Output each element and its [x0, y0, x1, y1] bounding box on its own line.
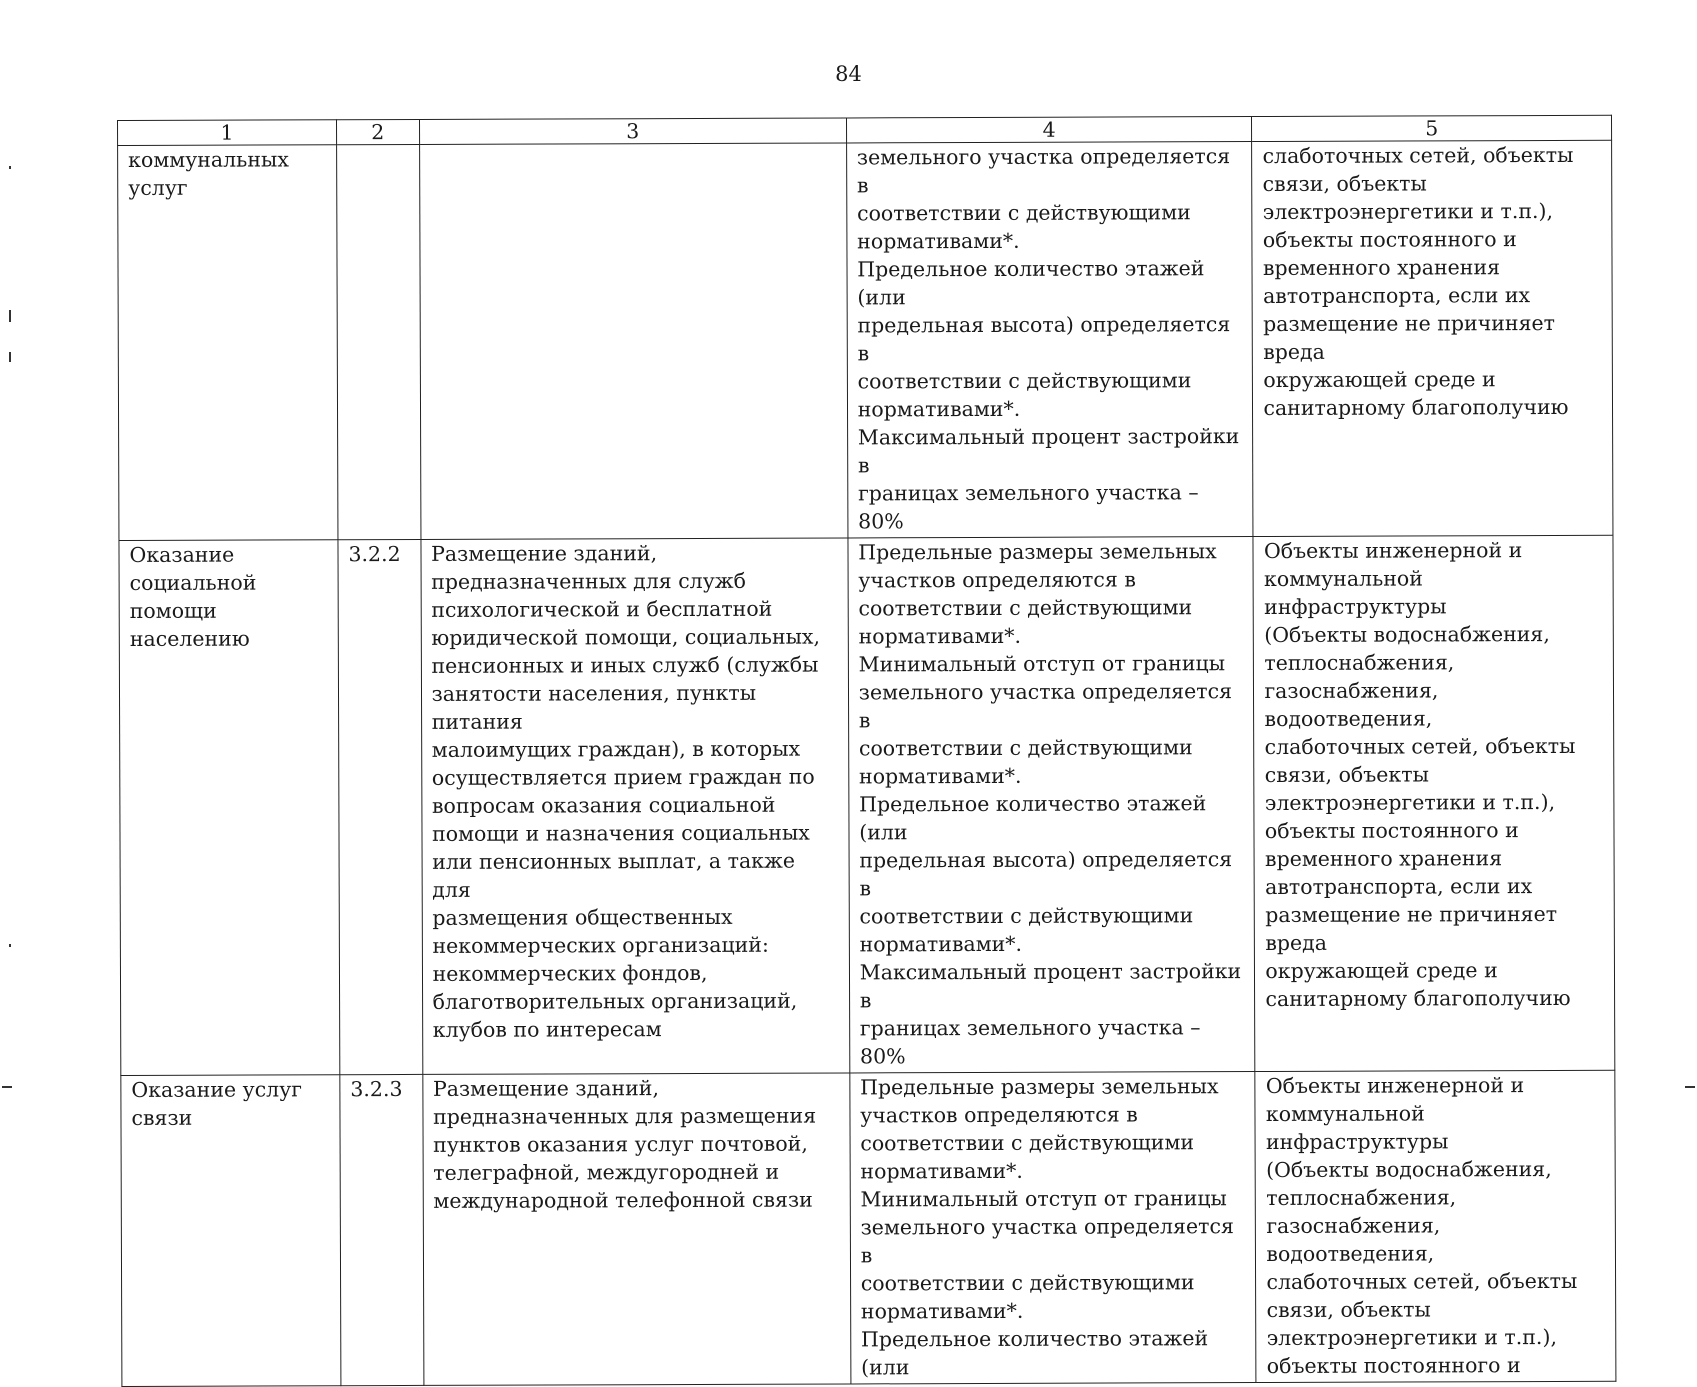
- auxiliary-use-cell: слаботочных сетей, объекты связи, объекты электроэнергетики и т.п.), объекты постоянного и временного хранения автотранспорта, если их размещение не причиняет вреда окружающей среде и санитарному благополучию: [1252, 140, 1613, 536]
- scan-mark: [9, 352, 11, 362]
- code-cell: 3.2.3: [340, 1074, 424, 1385]
- page-number: 84: [835, 62, 862, 86]
- column-header: 4: [846, 117, 1252, 143]
- use-type-cell: коммунальных услуг: [118, 145, 338, 541]
- use-type-cell: Оказание социальной помощи населению: [119, 540, 340, 1076]
- auxiliary-use-cell: Объекты инженерной и коммунальной инфраструктуры (Объекты водоснабжения, теплоснабжения, газоснабжения, водоотведения, слаботочных сетей, объекты связи, объекты электроэнергетики и т.п.), объекты постоянного и временного хранения автотранспорта, если их размещение не причиняет вреда окружающей среде и санитарному благополучию: [1253, 535, 1614, 1071]
- scan-mark: [1685, 1086, 1695, 1088]
- code-cell: 3.2.2: [338, 539, 423, 1074]
- table-row: [119, 535, 1615, 1075]
- parameters-cell: Предельные размеры земельных участков определяются в соответствии с действующими нормативами*. Минимальный отступ от границы земельного участка определяется в соответствии с действующими нормативами*. Предельное количество этажей (или: [850, 1072, 1257, 1384]
- auxiliary-use-cell: Объекты инженерной и коммунальной инфраструктуры (Объекты водоснабжения, теплоснабжения, газоснабжения, водоотведения, слаботочных сетей, объекты связи, объекты электроэнергетики и т.п.), объекты постоянного и: [1255, 1070, 1616, 1382]
- zoning-table: [117, 115, 1616, 1387]
- scan-mark: [9, 310, 11, 322]
- use-type-cell: Оказание услуг связи: [121, 1075, 341, 1387]
- description-cell: Размещение зданий, предназначенных для служб психологической и бесплатной юридической помощи, социальных, пенсионных и иных служб (службы занятости населения, пункты питания малоимущих граждан), в которых осуществляется прием граждан по вопросам оказания социальной помощи и назначения социальных или пенсионных выплат, а также для размещения общественных некоммерческих организаций: некоммерческих фондов, благотворительных организаций, клубов по интересам: [421, 538, 850, 1074]
- parameters-cell: Предельные размеры земельных участков определяются в соответствии с действующими нормативами*. Минимальный отступ от границы земельного участка определяется в соответствии с действующими нормативами*. Предельное количество этажей (или предельная высота) определяется в соответствии с действующими нормативами*. Максимальный процент застройки в границах земельного участка – 80%: [848, 537, 1256, 1073]
- description-cell: Размещение зданий, предназначенных для размещения пунктов оказания услуг почтовой, телеграфной, междугородней и международной телефонной связи: [422, 1073, 850, 1385]
- scan-mark: [9, 166, 11, 169]
- table-row: [121, 1070, 1616, 1386]
- table-row: [118, 140, 1613, 540]
- scan-mark: [2, 1086, 12, 1088]
- description-cell: [419, 143, 848, 539]
- column-header: 5: [1252, 115, 1612, 141]
- scan-mark: [9, 944, 11, 947]
- column-header: 1: [118, 120, 337, 146]
- column-header: 2: [336, 119, 419, 144]
- code-cell: [337, 144, 421, 539]
- parameters-cell: земельного участка определяется в соответствии с действующими нормативами*. Предельное количество этажей (или предельная высота) определяется в соответствии с действующими нормативами*. Максимальный процент застройки в границах земельного участка – 80%: [846, 142, 1253, 538]
- column-header: 3: [419, 118, 846, 144]
